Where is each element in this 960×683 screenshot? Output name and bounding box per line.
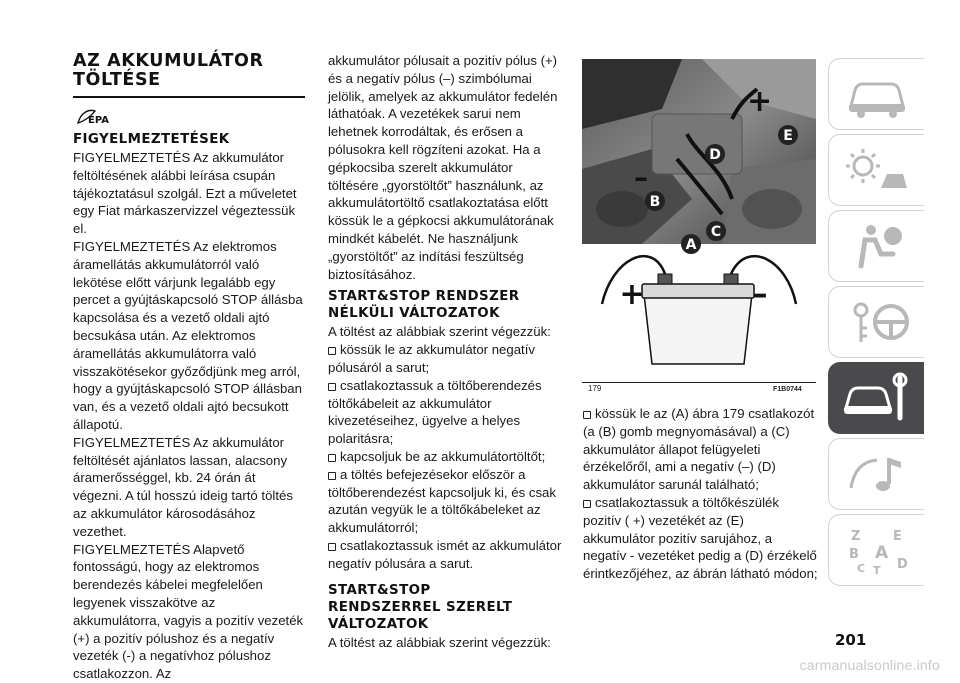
startstop-step-2: csatlakoztassuk a töltőkészülék pozitív ( +) vezetékét az (E) akkumulátor pozitív sarujához, a negatív - vezetéket pedig a (D) érzékelő érintkezőjéhez, az ábrán látható módon; bbox=[583, 494, 818, 582]
page-number: 201 bbox=[835, 631, 867, 649]
startstop-step-1: kössük le az (A) ábra 179 csatlakozót (a (B) gomb megnyomásával) a (C) akkumulátor állapot felügyeleti érzékelőről, ami a negatív (–) (D) akkumulátor sarunál található; bbox=[583, 405, 818, 494]
warning-paragraph-1: FIGYELMEZTETÉS Az akkumulátor feltöltésének alábbi leírása csupán tájékoztatásul szolgál. Ezt a műveletet egy Fiat márkaszervizzel végeztessük el. bbox=[73, 150, 297, 237]
svg-text:B: B bbox=[649, 194, 661, 210]
callout-e bbox=[778, 125, 798, 145]
tab-index[interactable] bbox=[828, 514, 924, 586]
section1-step-5: csatlakoztassuk ismét az akkumulátor negatív pólusára a sarut. bbox=[328, 537, 564, 573]
tab-safety[interactable] bbox=[828, 210, 924, 282]
callout-b bbox=[645, 191, 665, 211]
callout-d bbox=[705, 144, 725, 164]
svg-text:E: E bbox=[783, 128, 793, 144]
section1-step-3: kapcsoljuk be az akkumulátortöltőt; bbox=[328, 448, 564, 466]
continuation-paragraph: akkumulátor pólusait a pozitív pólus (+) és a negatív pólus (–) szimbólumai jelölik, amelyek az akkumulátor fedelén láthatóak. A vezetékek sarui nem lehetnek korrodáltak, és erősen a pólusokra kell rögzíteni azokat. Ha a gépkocsiba szerelt akkumulátor töltésére „gyorstöltőt” használunk, az akkumulátortöltő csatlakoztatása előtt kössük le a gépkocsi akkumulátorának mindkét kábelét. Ne használjunk „gyorstöltőt” az indítási feszültség biztosításához. bbox=[328, 53, 558, 282]
column-middle bbox=[328, 52, 564, 651]
section1-intro: A töltést az alábbiak szerint végezzük: bbox=[328, 324, 551, 340]
battery-plus-label: + bbox=[619, 277, 645, 312]
svg-text:A: A bbox=[685, 237, 697, 253]
tab-emergency-active[interactable] bbox=[828, 362, 924, 434]
svg-text:D: D bbox=[709, 147, 721, 163]
photo-minus-label: – bbox=[634, 161, 648, 194]
warning-paragraph-3: FIGYELMEZTETÉS Az akkumulátor feltöltését ajánlatos lassan, alacsony áramerősséggel, kb. 24 órán át végezni. A túl hosszú ideig tartó töltés az akkumulátor károsodásához vezethet. bbox=[73, 434, 293, 539]
figure-caption-rule bbox=[582, 382, 816, 383]
callout-c bbox=[706, 221, 726, 241]
title-rule bbox=[73, 96, 305, 98]
section1-step-2: csatlakoztassuk a töltőberendezés töltőkábeleit az akkumulátor kivezetéseihez, ügyelve a helyes polaritásra; bbox=[328, 377, 564, 448]
car-wrench-icon bbox=[840, 372, 912, 424]
section1-step-4: a töltés befejezésekor először a töltőberendezést kapcsoljuk ki, és csak azután vegyük le a töltőkábeleket az akkumulátorról; bbox=[328, 466, 564, 537]
tab-dashboard[interactable] bbox=[828, 58, 924, 130]
tab-multimedia[interactable] bbox=[828, 438, 924, 510]
warning-paragraph-2: FIGYELMEZTETÉS Az elektromos áramellátás akkumulátorról való lekötése előtt várjunk legalább egy percet a gyújtáskapcsoló STOP állásba kapcsolása és a vezető oldali ajtó becsukása után. Az elektromos áramellátás akkumulátorra való visszakötésekor győződjünk meg arról, hogy a gyújtáskapcsoló STOP állásban van, és a vezető oldali ajtó becsukott állapotú. bbox=[73, 238, 303, 432]
tab-warning-lights[interactable] bbox=[828, 134, 924, 206]
svg-text:A: A bbox=[874, 543, 888, 563]
warning-lights-icon bbox=[841, 144, 913, 196]
column-left bbox=[73, 52, 305, 683]
svg-text:Z: Z bbox=[850, 529, 860, 544]
svg-text:E: E bbox=[892, 529, 902, 544]
alphabet-index-icon bbox=[841, 524, 913, 576]
warnings-heading: FIGYELMEZTETÉSEK bbox=[73, 132, 230, 147]
svg-text:C: C bbox=[710, 224, 722, 240]
car-dashboard-icon bbox=[841, 68, 913, 120]
tab-starting-driving[interactable] bbox=[828, 286, 924, 358]
svg-text:C: C bbox=[856, 562, 865, 575]
svg-text:B: B bbox=[848, 547, 859, 562]
battery-minus-label: – bbox=[752, 277, 768, 312]
figure-179 bbox=[582, 59, 816, 379]
svg-text:D: D bbox=[896, 557, 908, 572]
watermark-text: carmanualsonline.info bbox=[799, 657, 940, 673]
photo-plus-label: + bbox=[747, 84, 773, 119]
epa-leaf-icon bbox=[75, 106, 113, 126]
airbag-seat-icon bbox=[841, 220, 913, 272]
section1-heading-line2: NÉLKÜLI VÁLTOZATOK bbox=[328, 306, 500, 322]
section2-heading-line2: RENDSZERREL SZERELT bbox=[328, 599, 513, 615]
section2-heading-line1: START&STOP bbox=[328, 582, 431, 598]
key-steering-wheel-icon bbox=[841, 296, 913, 348]
column-right bbox=[583, 405, 818, 583]
section1-step-1: kössük le az akkumulátor negatív pólusáról a sarut; bbox=[328, 341, 564, 377]
svg-text:T: T bbox=[872, 564, 881, 577]
warning-paragraph-4: FIGYELMEZTETÉS Alapvető fontosságú, hogy az elektromos berendezés kábelei megfelelően legyenek visszakötve az akkumulátorra, vagyis a pozitív vezeték (+) a pozitív pólushoz és a negatív vezeték (-) a negatívhoz pólushoz csatlakozzon. Az bbox=[73, 541, 304, 682]
page-title-line2: TÖLTÉSE bbox=[73, 70, 161, 90]
page-title-line1: AZ AKKUMULÁTOR bbox=[73, 51, 264, 71]
section2-heading-line3: VÁLTOZATOK bbox=[328, 616, 429, 632]
figure-number: 179 bbox=[588, 384, 602, 393]
engine-bay-photo bbox=[582, 59, 816, 253]
section2-intro: A töltést az alábbiak szerint végezzük: bbox=[328, 634, 551, 650]
battery-diagram bbox=[582, 244, 816, 379]
svg-text:EPA: EPA bbox=[88, 115, 109, 126]
car-music-note-icon bbox=[841, 448, 913, 500]
figure-code: F1B0744 bbox=[773, 386, 802, 393]
section1-heading-line1: START&STOP RENDSZER bbox=[328, 289, 520, 305]
